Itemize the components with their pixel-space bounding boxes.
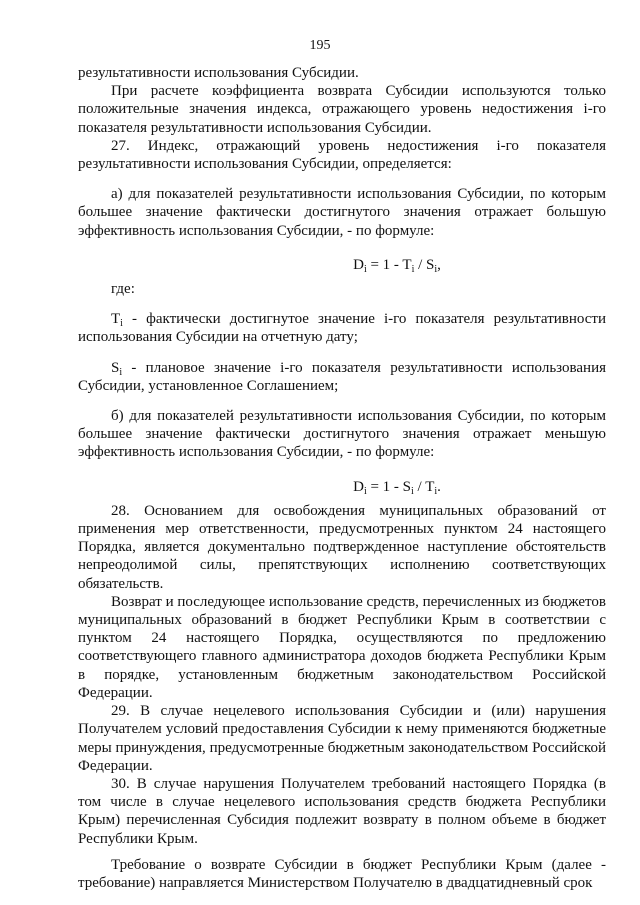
paragraph-return: Возврат и последующее использование средств, перечисленных из бюджетов муниципальных образований в бюджет Республики Крым в соответствии с пунктом 24 настоящего Порядка, осуществляются по предложению соответствующего главного администратора доходов бюджета Республики Крым в порядке, установленным бюджетным законодательством Российской Федерации. (78, 593, 606, 701)
paragraph-27: 27. Индекс, отражающий уровень недостижения i-го показателя результативности использования Субсидии, определяется: (78, 137, 606, 173)
paragraph-30: 30. В случае нарушения Получателем требований настоящего Порядка (в том числе в случае нецелевого использования средств бюджета Республики Крым) перечисленная Субсидия подлежит возврату в полном объеме в бюджет Республики Крым. (78, 775, 606, 847)
definition-t: $T_i$ - фактически достигнутое значение i-го показателя результативности использования Субсидии на отчетную дату; (78, 311, 606, 346)
formula-2: $D_i = 1 - S_i / T_i$. (353, 478, 441, 497)
formula-1: $D_i = 1 - T_i / S_i$, (353, 256, 441, 275)
definition-s: $S_i$ - плановое значение i-го показателя результативности использования Субсидии, установленное Соглашением; (78, 359, 606, 394)
paragraph-a: а) для показателей результативности использования Субсидии, по которым большее значение фактически достигнутого значения отражает большую эффективность использования Субсидии, - по формуле: (78, 186, 606, 239)
paragraph-continuation: результативности использования Субсидии. (78, 65, 359, 81)
paragraph-b: б) для показателей результативности использования Субсидии, по которым большее значение фактически достигнутого значения отражает меньшую эффективность использования Субсидии, - по формуле: (78, 408, 606, 461)
document-body (78, 64, 606, 892)
paragraph-29: 29. В случае нецелевого использования Субсидии и (или) нарушения Получателем условий предоставления Субсидии к нему применяются бюджетные меры принуждения, предусмотренные бюджетным законодательством Российской Федерации. (78, 703, 606, 774)
paragraph-positive-values: При расчете коэффициента возврата Субсидии используются только положительные значения индекса, отражающего уровень недостижения i-го показателя результативности использования Субсидии. (78, 83, 606, 136)
where-label: где: (111, 281, 135, 298)
paragraph-requirement: Требование о возврате Субсидии в бюджет Республики Крым (далее - требование) направляется Министерством Получателю в двадцатидневный срок (78, 856, 606, 891)
paragraph-28: 28. Основанием для освобождения муниципальных образований от применения мер ответственности, предусмотренных пунктом 24 настоящего Порядка, является документально подтвержденное наступление обстоятельств непреодолимой силы, препятствующих исполнению соответствующих обязательств. (78, 502, 606, 592)
page-number: 195 (309, 38, 331, 53)
